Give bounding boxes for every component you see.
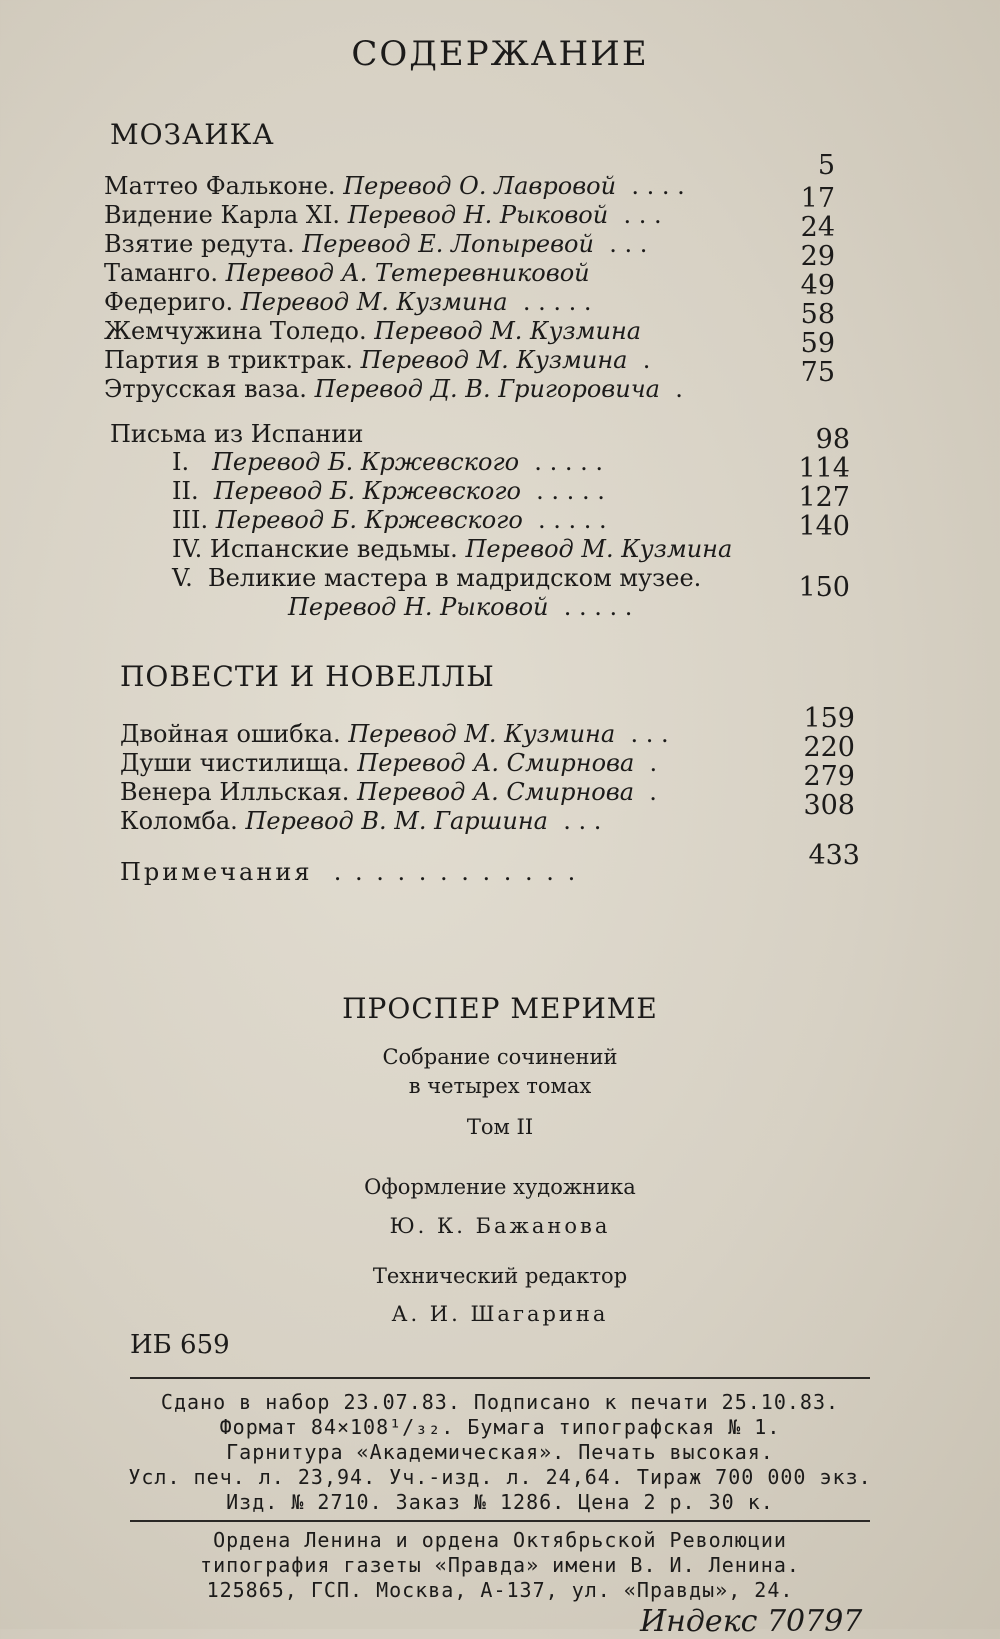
contents-title: СОДЕРЖАНИЕ [351, 34, 649, 74]
toc-entry: Коломба. Перевод В. М. Гаршина . . . [120, 807, 602, 835]
design-label: Оформление художника [364, 1175, 636, 1199]
toc-page-number: 279 [803, 761, 855, 792]
toc-page-number: 49 [800, 270, 835, 301]
tech-editor-name: А. И. Шагарина [391, 1302, 609, 1326]
toc-entry: V. Великие мастера в мадридском музее. [172, 564, 702, 592]
collection-title: Собрание сочинений [382, 1045, 618, 1069]
toc-entry: III. Перевод Б. Кржевского . . . . . [172, 506, 607, 534]
toc-page-number: 29 [800, 241, 835, 272]
section-heading-povesti: ПОВЕСТИ И НОВЕЛЛЫ [120, 660, 495, 693]
toc-entry: IV. Испанские ведьмы. Перевод М. Кузмина [172, 535, 733, 563]
toc-entry: II. Перевод Б. Кржевского . . . . . [172, 477, 605, 505]
design-name: Ю. К. Бажанова [389, 1214, 611, 1238]
toc-entry: Души чистилища. Перевод А. Смирнова . [120, 749, 658, 777]
imprint-line: Формат 84×108¹/₃₂. Бумага типографская № 1. [219, 1415, 781, 1439]
toc-page-number: 308 [803, 790, 855, 821]
toc-entry: Видение Карла XI. Перевод Н. Рыковой . . . [104, 201, 662, 229]
toc-page-number: 140 [798, 511, 850, 542]
printer-line: типография газеты «Правда» имени В. И. Ленина. [200, 1553, 800, 1577]
toc-entry: Венера Илльская. Перевод А. Смирнова . [120, 778, 657, 806]
toc-page-number: 127 [798, 482, 850, 513]
divider [130, 1520, 870, 1522]
tech-editor-label: Технический редактор [372, 1264, 628, 1288]
imprint-line: Изд. № 2710. Заказ № 1286. Цена 2 р. 30 к. [226, 1490, 774, 1514]
toc-page-number: 150 [798, 572, 850, 603]
toc-page-number: 98 [815, 424, 850, 455]
toc-page-number: 433 [808, 840, 860, 871]
toc-entry: Партия в триктрак. Перевод М. Кузмина . [104, 346, 651, 374]
toc-entry: Взятие редута. Перевод Е. Лопыревой . . . [104, 230, 648, 258]
imprint-line: Усл. печ. л. 23,94. Уч.-изд. л. 24,64. Тираж 700 000 экз. [128, 1465, 872, 1489]
toc-page-number: 58 [800, 299, 835, 330]
printer-line: Ордена Ленина и ордена Октябрьской Революции [213, 1528, 787, 1552]
toc-page-number: 59 [800, 328, 835, 359]
toc-entry: Двойная ошибка. Перевод М. Кузмина . . . [120, 720, 669, 748]
toc-page-number: 220 [803, 732, 855, 763]
toc-entry: Этрусская ваза. Перевод Д. В. Григоровича . [104, 375, 683, 403]
toc-subheading: Письма из Испании [110, 420, 364, 448]
toc-entry: Жемчужина Толедо. Перевод М. Кузмина [104, 317, 642, 345]
imprint-line: Сдано в набор 23.07.83. Подписано к печати 25.10.83. [160, 1390, 840, 1414]
ib-number: ИБ 659 [130, 1330, 230, 1360]
toc-page-number: 114 [798, 453, 850, 484]
toc-entry: Федериго. Перевод М. Кузмина . . . . . [104, 288, 592, 316]
toc-page-number: 17 [800, 183, 835, 214]
author-name: ПРОСПЕР МЕРИМЕ [342, 992, 658, 1025]
toc-page-number: 75 [800, 357, 835, 388]
toc-page-number: 159 [803, 703, 855, 734]
toc-entry: Таманго. Перевод А. Тетеревниковой [104, 259, 590, 287]
printer-line: 125865, ГСП. Москва, А-137, ул. «Правды», 24. [206, 1578, 794, 1602]
toc-page-number: 24 [800, 212, 835, 243]
toc-page-number: 5 [817, 150, 835, 181]
index-code: Индекс 70797 [640, 1604, 863, 1639]
toc-entry: Маттео Фальконе. Перевод О. Лавровой . . . . [104, 172, 685, 200]
volumes-note: в четырех томах [408, 1074, 592, 1098]
divider [130, 1377, 870, 1379]
toc-entry: I. Перевод Б. Кржевского . . . . . [172, 448, 603, 476]
tome-label: Том II [466, 1115, 534, 1139]
toc-entry-continued: Перевод Н. Рыковой . . . . . [288, 593, 633, 621]
section-heading-mozaika: МОЗАИКА [110, 118, 275, 151]
imprint-line: Гарнитура «Академическая». Печать высокая. [226, 1440, 774, 1464]
toc-entry-notes: Примечания . . . . . . . . . . . . [120, 858, 579, 886]
